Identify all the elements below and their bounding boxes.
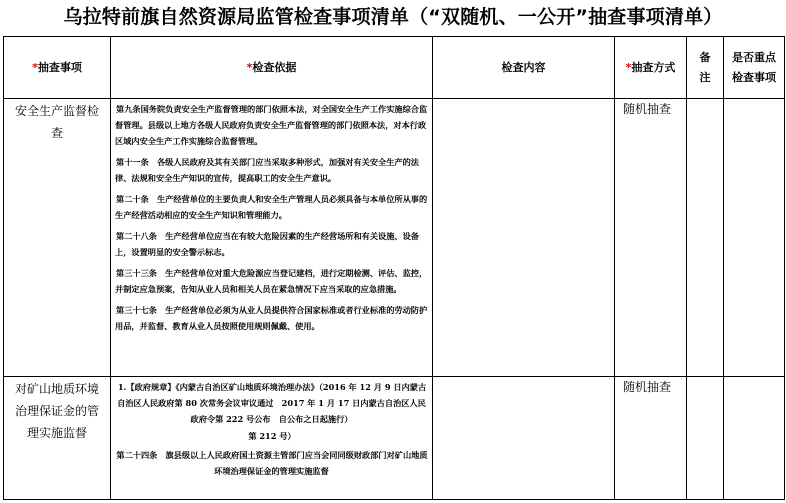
page-title: 乌拉特前旗自然资源局监管检查事项清单（“双随机、一公开”抽查事项清单） xyxy=(63,6,723,28)
basis-cell xyxy=(111,376,433,499)
required-mark: * xyxy=(246,60,253,74)
content-cell xyxy=(433,376,615,499)
table-row xyxy=(4,376,785,499)
table-row xyxy=(4,99,785,377)
method-cell: 随机抽查 xyxy=(615,376,687,499)
key-item-cell xyxy=(724,99,785,377)
item-text-line: 理实施监督 xyxy=(26,425,87,440)
column-header-method-label: 抽查方式 xyxy=(631,60,676,74)
inspection-table xyxy=(3,36,785,500)
remark-cell xyxy=(687,99,724,377)
required-mark: * xyxy=(32,60,38,74)
content-cell xyxy=(433,99,615,377)
basis-paragraph: 第 212 号） xyxy=(248,430,296,441)
basis-paragraph: 第三十七条 生产经营单位必须为从业人员提供符合国家标准或者行业标准的劳动防护用品，并监督、教育从业人员按照使用规则佩戴、使用。 xyxy=(115,305,428,332)
column-header-method xyxy=(615,37,687,99)
basis-paragraph: 第三十三条 生产经营单位对重大危险源应当登记建档，进行定期检测、评估、监控，并制定应急预案，告知从业人员和相关人员在紧急情况下应当采取的应急措施。 xyxy=(115,268,428,295)
item-text-line: 安全生产监督检 xyxy=(14,104,99,119)
column-header-content-label: 检查内容 xyxy=(501,60,546,74)
remark-cell xyxy=(687,376,724,499)
method-cell: 随机抽查 xyxy=(615,99,687,377)
item-text-line: 治理保证金的管 xyxy=(14,403,99,418)
item-text-line: 对矿山地质环境 xyxy=(14,381,99,396)
basis-paragraph: 第二十八条 生产经营单位应当在有较大危险因素的生产经营场所和有关设施、设备上，设置明显的安全警示标志。 xyxy=(115,231,419,258)
column-header-key-line1: 是否重点 xyxy=(732,50,776,64)
table-header-row xyxy=(4,37,785,99)
column-header-item-label: 抽查事项 xyxy=(37,60,82,74)
item-cell xyxy=(4,376,111,499)
column-header-remark xyxy=(687,37,724,99)
basis-paragraph: 第十一条 各级人民政府及其有关部门应当采取多种形式，加强对有关安全生产的法律、法规和安全生产知识的宣传，提高职工的安全生产意识。 xyxy=(115,157,419,184)
basis-paragraph: 第九条国务院负责安全生产监督管理的部门依照本法，对全国安全生产工作实施综合监督管理。县级以上地方各级人民政府负责安全生产监督管理的部门依照本法，对本行政区域内安全生产工作实施综合监督管理。 xyxy=(115,104,428,147)
basis-paragraph: 第二十四条 旗县级以上人民政府国土资源主管部门应当会同同级财政部门对矿山地质环境治理保证金的管理实施监督 xyxy=(116,449,428,476)
column-header-item xyxy=(4,37,111,99)
column-header-remark-line1: 备 xyxy=(699,50,711,64)
key-item-cell xyxy=(724,376,785,499)
column-header-remark-line2: 注 xyxy=(699,70,711,84)
column-header-basis xyxy=(111,37,433,99)
basis-paragraph: 第二十条 生产经营单位的主要负责人和安全生产管理人员必须具备与本单位所从事的生产经营活动相应的安全生产知识和管理能力。 xyxy=(115,194,428,221)
column-header-basis-label: 检查依据 xyxy=(252,60,297,74)
required-mark: * xyxy=(625,60,632,74)
basis-cell xyxy=(111,99,433,377)
column-header-key-item xyxy=(724,37,785,99)
item-text-line: 查 xyxy=(50,126,63,141)
column-header-key-line2: 检查事项 xyxy=(732,70,776,84)
column-header-content xyxy=(433,37,615,99)
basis-paragraph: 1.【政府规章】《内蒙古自治区矿山地质环境治理办法》（2016 年 12 月 9 日内蒙古自治区人民政府第 80 次常务会议审议通过 2017 年 1 月 17 日内蒙古自治区人民政府令第 222 号公布 自公布之日起施行） xyxy=(117,381,427,424)
item-cell xyxy=(4,99,111,377)
